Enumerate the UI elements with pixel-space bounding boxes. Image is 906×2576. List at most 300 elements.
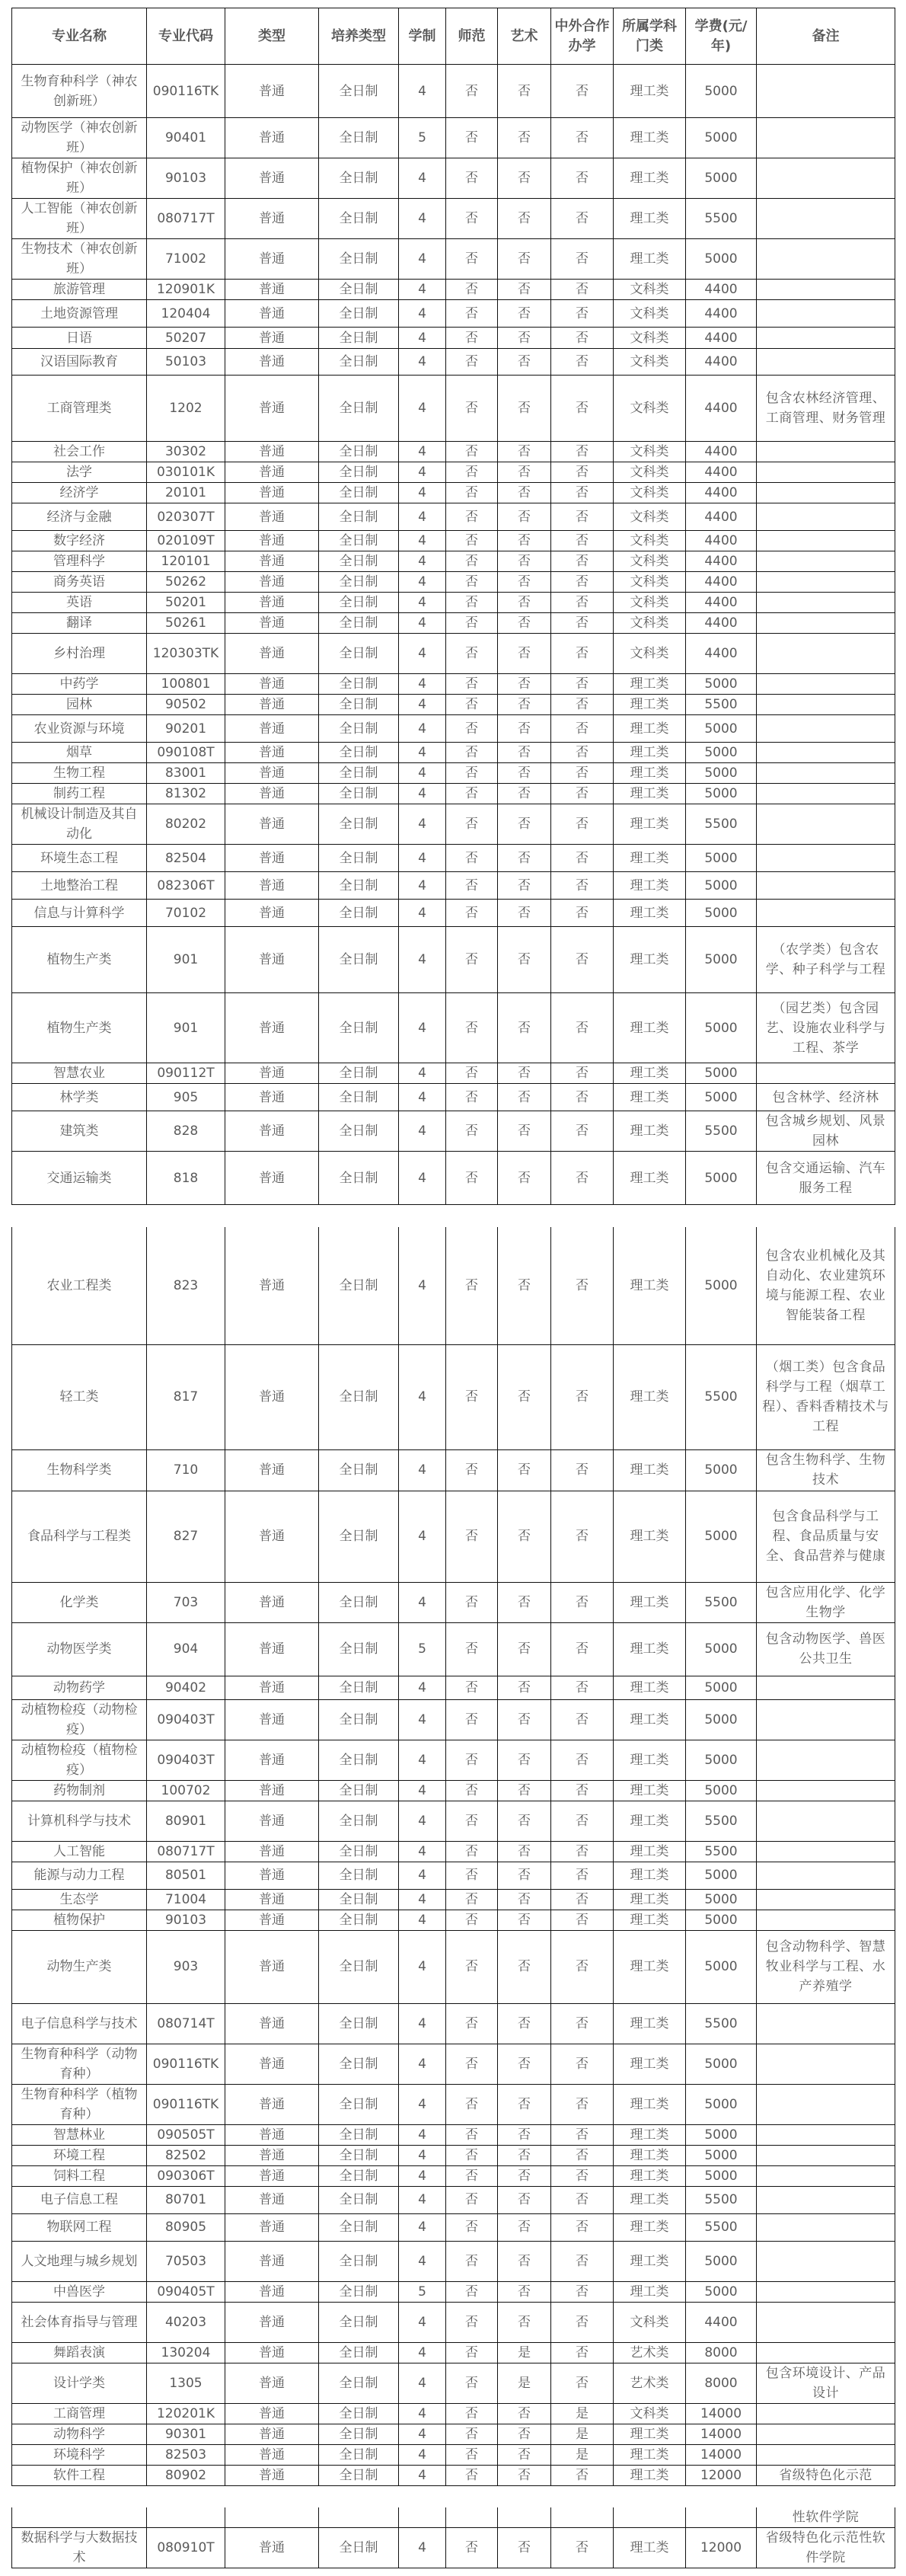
cell-tuition: 5500	[686, 1801, 757, 1841]
cell-study-mode: 全日制	[319, 1582, 399, 1622]
cell-teacher-training: 否	[446, 2044, 498, 2084]
cell-tuition: 5000	[686, 1084, 757, 1111]
cell-major-name: 数字经济	[12, 531, 147, 551]
cell-art: 否	[498, 763, 551, 784]
table-row	[12, 613, 895, 634]
table-body-2	[12, 1227, 895, 2485]
cell-duration: 4	[399, 199, 446, 239]
cell-tuition: 5500	[686, 2186, 757, 2213]
table-row	[12, 349, 895, 376]
cell-duration: 4	[399, 2363, 446, 2403]
cell-note	[757, 551, 895, 572]
header-years: 学制	[399, 8, 446, 65]
cell-duration: 4	[399, 442, 446, 462]
cell-type: 普通	[225, 118, 319, 158]
cell-sino-foreign: 否	[551, 1801, 614, 1841]
cell-duration: 4	[399, 503, 446, 531]
table-row	[12, 2003, 895, 2044]
cell-type: 普通	[225, 483, 319, 503]
cell-sino-foreign: 否	[551, 1111, 614, 1152]
cell-sino-foreign: 否	[551, 613, 614, 634]
cell-major-name: 动物科学	[12, 2424, 147, 2444]
cell-note	[757, 2003, 895, 2044]
cell-major-name: 动植物检疫（动物检疫）	[12, 1699, 147, 1740]
cell-note	[757, 2186, 895, 2213]
cell-tuition: 4400	[686, 503, 757, 531]
cell-tuition: 14000	[686, 2403, 757, 2424]
cell-study-mode: 全日制	[319, 1841, 399, 1862]
cell-teacher-training: 否	[446, 1582, 498, 1622]
cell-type: 普通	[225, 900, 319, 927]
cell-study-mode: 全日制	[319, 483, 399, 503]
cell-type: 普通	[225, 1801, 319, 1841]
cell-type: 普通	[225, 1676, 319, 1699]
table-row	[12, 376, 895, 442]
cell-teacher-training: 否	[446, 927, 498, 993]
cell-major-name: 软件工程	[12, 2465, 147, 2485]
cell-teacher-training: 否	[446, 2165, 498, 2186]
cell-art: 否	[498, 442, 551, 462]
cell-art: 否	[498, 1622, 551, 1676]
cell-sino-foreign: 是	[551, 2424, 614, 2444]
cell-art: 否	[498, 1699, 551, 1740]
cell-category: 理工类	[614, 845, 686, 872]
table-row	[12, 2044, 895, 2084]
cell-duration: 4	[399, 2424, 446, 2444]
cell-major-code: 818	[147, 1152, 225, 1205]
cell-duration: 4	[399, 158, 446, 199]
cell-sino-foreign: 否	[551, 483, 614, 503]
cell-tuition: 5500	[686, 1582, 757, 1622]
cell-major-name: 生物育种科学（植物育种）	[12, 2084, 147, 2124]
cell-teacher-training: 否	[446, 118, 498, 158]
cell-sino-foreign: 否	[551, 2213, 614, 2241]
cell-sino-foreign: 否	[551, 804, 614, 845]
cell-category: 理工类	[614, 118, 686, 158]
cell-major-name: 社会工作	[12, 442, 147, 462]
cell-note: 包含环境设计、产品设计	[757, 2363, 895, 2403]
cell-study-mode: 全日制	[319, 1676, 399, 1699]
cell-sino-foreign: 否	[551, 280, 614, 300]
cell-tuition: 5000	[686, 1063, 757, 1084]
cell-category: 理工类	[614, 1862, 686, 1889]
cell-major-code: 828	[147, 1111, 225, 1152]
cell-study-mode: 全日制	[319, 2124, 399, 2145]
cell-major-code: 90103	[147, 1910, 225, 1930]
cell-major-code: 80905	[147, 2213, 225, 2241]
cell-tuition: 5000	[686, 1152, 757, 1205]
cell-study-mode: 全日制	[319, 118, 399, 158]
cell-study-mode: 全日制	[319, 65, 399, 118]
cell-category: 理工类	[614, 1063, 686, 1084]
cell-art: 否	[498, 993, 551, 1063]
cell-sino-foreign: 否	[551, 2003, 614, 2044]
table-row	[12, 1699, 895, 1740]
cell-teacher-training: 否	[446, 1780, 498, 1801]
cell-major-name: 英语	[12, 593, 147, 613]
cell-teacher-training: 否	[446, 2424, 498, 2444]
cell-art: 否	[498, 674, 551, 695]
cell-category: 艺术类	[614, 2342, 686, 2363]
cell-tuition: 12000	[686, 2528, 757, 2568]
cell-major-code: 50201	[147, 593, 225, 613]
cell-type: 普通	[225, 845, 319, 872]
cell-note	[757, 784, 895, 804]
cell-category: 文科类	[614, 634, 686, 674]
cell-major-code: 090403T	[147, 1740, 225, 1780]
cell-sino-foreign: 否	[551, 593, 614, 613]
cell-teacher-training: 否	[446, 1699, 498, 1740]
cell-sino-foreign: 否	[551, 300, 614, 328]
cell-teacher-training: 否	[446, 2281, 498, 2302]
cell-duration: 4	[399, 900, 446, 927]
cell-category: 理工类	[614, 2145, 686, 2165]
cell-major-name: 中兽医学	[12, 2281, 147, 2302]
cell-major-name: 植物生产类	[12, 927, 147, 993]
cell-sino-foreign: 否	[551, 1344, 614, 1449]
cell-art: 否	[498, 239, 551, 280]
cell-type: 普通	[225, 1152, 319, 1205]
cell-teacher-training: 否	[446, 715, 498, 743]
cell-tuition: 5500	[686, 1841, 757, 1862]
cell-art: 否	[498, 300, 551, 328]
cell-teacher-training: 否	[446, 872, 498, 900]
cell-sino-foreign: 否	[551, 2302, 614, 2342]
cell-tuition: 5500	[686, 804, 757, 845]
cell-type: 普通	[225, 2145, 319, 2165]
cell-art: 否	[498, 572, 551, 593]
cell-study-mode: 全日制	[319, 2302, 399, 2342]
cell-art: 否	[498, 1449, 551, 1491]
cell-art: 否	[498, 328, 551, 349]
cell-note	[757, 695, 895, 715]
cell-duration: 4	[399, 2003, 446, 2044]
cell-sino-foreign: 否	[551, 900, 614, 927]
cell-duration: 4	[399, 65, 446, 118]
cell-art: 否	[498, 503, 551, 531]
cell-category	[614, 2507, 686, 2528]
table-row	[12, 593, 895, 613]
cell-type: 普通	[225, 2186, 319, 2213]
cell-type: 普通	[225, 2403, 319, 2424]
cell-major-code: 82503	[147, 2444, 225, 2465]
cell-study-mode: 全日制	[319, 1740, 399, 1780]
cell-study-mode: 全日制	[319, 1699, 399, 1740]
cell-study-mode: 全日制	[319, 1449, 399, 1491]
cell-duration: 4	[399, 328, 446, 349]
cell-study-mode: 全日制	[319, 927, 399, 993]
cell-sino-foreign: 是	[551, 2403, 614, 2424]
cell-study-mode: 全日制	[319, 2003, 399, 2044]
cell-art: 否	[498, 280, 551, 300]
cell-major-code: 120404	[147, 300, 225, 328]
cell-tuition: 4400	[686, 531, 757, 551]
cell-type: 普通	[225, 2363, 319, 2403]
cell-art: 否	[498, 634, 551, 674]
cell-major-name: 饲料工程	[12, 2165, 147, 2186]
cell-type: 普通	[225, 300, 319, 328]
cell-art: 否	[498, 695, 551, 715]
cell-study-mode: 全日制	[319, 1084, 399, 1111]
cell-major-code: 080714T	[147, 2003, 225, 2044]
cell-tuition: 4400	[686, 376, 757, 442]
cell-major-code: 090116TK	[147, 65, 225, 118]
cell-study-mode: 全日制	[319, 2465, 399, 2485]
cell-art: 否	[498, 1344, 551, 1449]
cell-sino-foreign: 否	[551, 634, 614, 674]
cell-sino-foreign: 否	[551, 674, 614, 695]
cell-category: 理工类	[614, 784, 686, 804]
cell-art: 否	[498, 1862, 551, 1889]
table-row	[12, 1449, 895, 1491]
cell-note	[757, 634, 895, 674]
cell-note	[757, 674, 895, 695]
cell-study-mode: 全日制	[319, 2424, 399, 2444]
cell-type: 普通	[225, 804, 319, 845]
cell-study-mode: 全日制	[319, 613, 399, 634]
cell-note	[757, 2342, 895, 2363]
cell-major-code: 90301	[147, 2424, 225, 2444]
cell-major-name: 工商管理	[12, 2403, 147, 2424]
cell-major-name: 环境工程	[12, 2145, 147, 2165]
cell-category: 理工类	[614, 1084, 686, 1111]
cell-sino-foreign: 否	[551, 442, 614, 462]
cell-art: 否	[498, 1152, 551, 1205]
cell-major-name: 生物技术（神农创新班）	[12, 239, 147, 280]
cell-teacher-training: 否	[446, 442, 498, 462]
cell-major-code: 81302	[147, 784, 225, 804]
cell-duration: 4	[399, 804, 446, 845]
cell-major-code: 82504	[147, 845, 225, 872]
cell-study-mode: 全日制	[319, 300, 399, 328]
cell-type: 普通	[225, 2084, 319, 2124]
cell-type: 普通	[225, 593, 319, 613]
cell-teacher-training: 否	[446, 784, 498, 804]
cell-major-code: 020307T	[147, 503, 225, 531]
cell-tuition: 4400	[686, 593, 757, 613]
cell-major-name: 烟草	[12, 743, 147, 763]
cell-tuition: 5000	[686, 1780, 757, 1801]
header-category: 所属学科门类	[614, 8, 686, 65]
cell-major-name: 农业工程类	[12, 1227, 147, 1344]
cell-category: 理工类	[614, 2213, 686, 2241]
cell-category: 理工类	[614, 2003, 686, 2044]
cell-note	[757, 1841, 895, 1862]
cell-teacher-training: 否	[446, 845, 498, 872]
table-row	[12, 503, 895, 531]
cell-art: 否	[498, 613, 551, 634]
table-row	[12, 2241, 895, 2281]
cell-major-name: 制药工程	[12, 784, 147, 804]
cell-type: 普通	[225, 572, 319, 593]
table-body-3	[12, 2507, 895, 2568]
cell-note	[757, 1063, 895, 1084]
cell-note	[757, 845, 895, 872]
cell-type: 普通	[225, 613, 319, 634]
cell-sino-foreign: 否	[551, 1063, 614, 1084]
cell-note	[757, 300, 895, 328]
cell-note: （烟工类）包含食品科学与工程（烟草工程）、香料香精技术与工程	[757, 1344, 895, 1449]
cell-major-code: 030101K	[147, 462, 225, 483]
cell-sino-foreign: 否	[551, 1841, 614, 1862]
cell-study-mode: 全日制	[319, 551, 399, 572]
cell-major-code: 080717T	[147, 1841, 225, 1862]
cell-note	[757, 158, 895, 199]
cell-sino-foreign: 否	[551, 158, 614, 199]
cell-art: 否	[498, 872, 551, 900]
cell-sino-foreign: 否	[551, 2528, 614, 2568]
cell-duration: 4	[399, 2528, 446, 2568]
cell-duration: 4	[399, 2302, 446, 2342]
cell-tuition: 5000	[686, 715, 757, 743]
cell-teacher-training: 否	[446, 804, 498, 845]
table-row	[12, 551, 895, 572]
cell-sino-foreign: 否	[551, 462, 614, 483]
cell-sino-foreign: 否	[551, 1780, 614, 1801]
cell-type: 普通	[225, 2003, 319, 2044]
cell-major-name: 动物生产类	[12, 1930, 147, 2003]
cell-major-code: 50207	[147, 328, 225, 349]
cell-note	[757, 1889, 895, 1910]
cell-tuition: 4400	[686, 462, 757, 483]
table-row	[12, 845, 895, 872]
cell-note	[757, 2084, 895, 2124]
cell-tuition: 14000	[686, 2444, 757, 2465]
cell-category: 理工类	[614, 1111, 686, 1152]
cell-type: 普通	[225, 328, 319, 349]
cell-study-mode: 全日制	[319, 2213, 399, 2241]
cell-category: 理工类	[614, 1227, 686, 1344]
cell-sino-foreign: 否	[551, 1449, 614, 1491]
cell-tuition: 5000	[686, 1910, 757, 1930]
cell-tuition: 5000	[686, 993, 757, 1063]
cell-major-name: 园林	[12, 695, 147, 715]
cell-duration: 4	[399, 300, 446, 328]
cell-major-name: 旅游管理	[12, 280, 147, 300]
cell-major-code: 905	[147, 1084, 225, 1111]
cell-art: 否	[498, 65, 551, 118]
cell-note: 包含城乡规划、风景园林	[757, 1111, 895, 1152]
cell-type: 普通	[225, 280, 319, 300]
cell-major-code: 70503	[147, 2241, 225, 2281]
cell-duration: 4	[399, 674, 446, 695]
cell-teacher-training: 否	[446, 1344, 498, 1449]
cell-major-name: 生物育种科学（动物育种）	[12, 2044, 147, 2084]
cell-art: 否	[498, 2084, 551, 2124]
cell-major-name: 植物保护（神农创新班）	[12, 158, 147, 199]
cell-tuition: 5000	[686, 1676, 757, 1699]
cell-duration: 4	[399, 1227, 446, 1344]
cell-art	[498, 2507, 551, 2528]
cell-category: 理工类	[614, 743, 686, 763]
table-row	[12, 2363, 895, 2403]
table-row	[12, 2281, 895, 2302]
cell-sino-foreign: 否	[551, 2124, 614, 2145]
cell-art: 是	[498, 2363, 551, 2403]
cell-tuition: 5000	[686, 118, 757, 158]
cell-note: 包含交通运输、汽车服务工程	[757, 1152, 895, 1205]
cell-type: 普通	[225, 1582, 319, 1622]
cell-type: 普通	[225, 2444, 319, 2465]
cell-major-name: 汉语国际教育	[12, 349, 147, 376]
cell-type: 普通	[225, 2342, 319, 2363]
table-row	[12, 872, 895, 900]
cell-major-code: 20101	[147, 483, 225, 503]
cell-major-name: 日语	[12, 328, 147, 349]
cell-duration: 4	[399, 2186, 446, 2213]
cell-teacher-training: 否	[446, 613, 498, 634]
cell-major-name: 机械设计制造及其自动化	[12, 804, 147, 845]
cell-study-mode: 全日制	[319, 1344, 399, 1449]
cell-tuition: 4400	[686, 328, 757, 349]
cell-duration: 4	[399, 1676, 446, 1699]
cell-sino-foreign: 否	[551, 695, 614, 715]
table-row	[12, 1111, 895, 1152]
cell-category: 理工类	[614, 2186, 686, 2213]
cell-art: 否	[498, 1889, 551, 1910]
cell-tuition: 8000	[686, 2342, 757, 2363]
cell-teacher-training: 否	[446, 1063, 498, 1084]
cell-note	[757, 118, 895, 158]
cell-sino-foreign: 否	[551, 572, 614, 593]
cell-tuition	[686, 2507, 757, 2528]
cell-type: 普通	[225, 1930, 319, 2003]
cell-major-code: 40203	[147, 2302, 225, 2342]
cell-tuition: 5000	[686, 1930, 757, 2003]
cell-note: 省级特色化示范性软件学院	[757, 2528, 895, 2568]
cell-study-mode: 全日制	[319, 1622, 399, 1676]
cell-sino-foreign: 否	[551, 376, 614, 442]
header-row	[12, 8, 895, 65]
cell-category: 文科类	[614, 2403, 686, 2424]
cell-major-name: 智慧农业	[12, 1063, 147, 1084]
table-row	[12, 65, 895, 118]
cell-tuition: 5000	[686, 2281, 757, 2302]
cell-major-name: 人工智能（神农创新班）	[12, 199, 147, 239]
cell-major-code: 080910T	[147, 2528, 225, 2568]
cell-sino-foreign: 否	[551, 872, 614, 900]
table-row	[12, 2465, 895, 2485]
cell-study-mode: 全日制	[319, 376, 399, 442]
cell-major-name: 电子信息工程	[12, 2186, 147, 2213]
cell-sino-foreign: 是	[551, 2444, 614, 2465]
table-row	[12, 695, 895, 715]
cell-teacher-training	[446, 2507, 498, 2528]
cell-tuition: 4400	[686, 634, 757, 674]
cell-note	[757, 503, 895, 531]
cell-art: 否	[498, 1801, 551, 1841]
cell-major-code: 130204	[147, 2342, 225, 2363]
header-note: 备注	[757, 8, 895, 65]
cell-study-mode: 全日制	[319, 280, 399, 300]
cell-duration: 4	[399, 1841, 446, 1862]
cell-type: 普通	[225, 2465, 319, 2485]
cell-category: 理工类	[614, 2528, 686, 2568]
table-body-1	[12, 65, 895, 1205]
table-row	[12, 2124, 895, 2145]
cell-category: 理工类	[614, 927, 686, 993]
cell-major-code: 80501	[147, 1862, 225, 1889]
cell-type: 普通	[225, 2165, 319, 2186]
table-row	[12, 763, 895, 784]
cell-sino-foreign: 否	[551, 1910, 614, 1930]
header-fee: 学费(元/年)	[686, 8, 757, 65]
cell-teacher-training: 否	[446, 503, 498, 531]
cell-sino-foreign: 否	[551, 118, 614, 158]
cell-category: 文科类	[614, 328, 686, 349]
cell-study-mode: 全日制	[319, 1111, 399, 1152]
table-row	[12, 483, 895, 503]
